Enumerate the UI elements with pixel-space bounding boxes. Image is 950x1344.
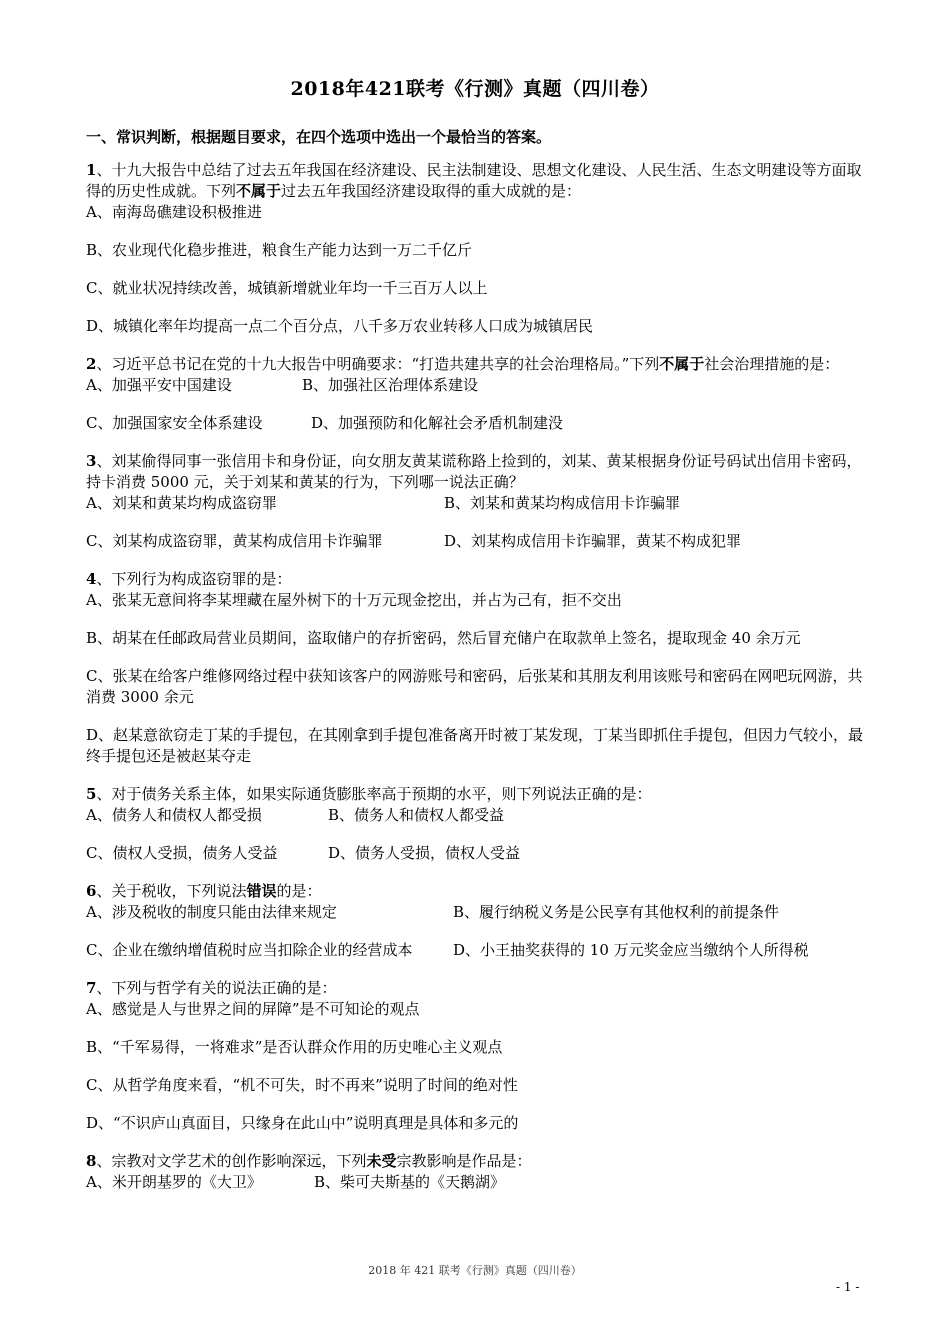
question-number: 4 (86, 570, 97, 588)
option-c: C、从哲学角度来看，“机不可失，时不再来”说明了时间的绝对性 (86, 1076, 518, 1094)
question-number: 8 (86, 1152, 97, 1170)
question-4-stem: 4、下列行为构成盗窃罪的是： (86, 570, 292, 588)
options-row (86, 940, 868, 961)
question-2 (86, 354, 868, 434)
option-a: A、加强平安中国建设 (86, 376, 232, 394)
question-1-stem: 1、十九大报告中总结了过去五年我国在经济建设、民主法制建设、思想文化建设、人民生活、生态文明建设等方面取得的历史性成就。下列不属于过去五年我国经济建设取得的重大成就的是： (86, 161, 862, 200)
option-c: C、刘某构成盗窃罪，黄某构成信用卡诈骗罪 (86, 532, 383, 550)
option-b: B、胡某在任邮政局营业员期间，盗取储户的存折密码，然后冒充储户在取款单上签名，提取现金 40 余万元 (86, 629, 801, 647)
emphasis: 未受 (366, 1152, 397, 1170)
option-b: B、加强社区治理体系建设 (302, 376, 479, 394)
section-heading: 一、常识判断，根据题目要求，在四个选项中选出一个最恰当的答案。 (86, 128, 552, 146)
option-a: A、张某无意间将李某埋藏在屋外树下的十万元现金挖出，并占为己有，拒不交出 (86, 591, 622, 609)
option-a: A、感觉是人与世界之间的屏障”是不可知论的观点 (86, 1000, 420, 1018)
question-5-stem: 5、对于债务关系主体，如果实际通货膨胀率高于预期的水平，则下列说法正确的是： (86, 785, 652, 803)
option-b: B、农业现代化稳步推进，粮食生产能力达到一万二千亿斤 (86, 241, 473, 259)
option-d: D、债务人受损，债权人受益 (328, 844, 521, 862)
options-row (86, 413, 868, 434)
question-number: 1 (86, 161, 97, 179)
option-a: A、南海岛礁建设积极推进 (86, 203, 262, 221)
option-a: A、涉及税收的制度只能由法律来规定 (86, 903, 337, 921)
page-number: - 1 - (836, 1280, 860, 1294)
option-a: A、米开朗基罗的《大卫》 (86, 1173, 262, 1191)
option-c: C、就业状况持续改善，城镇新增就业年均一千三百万人以上 (86, 279, 488, 297)
question-3 (86, 451, 868, 552)
option-d: D、城镇化率年均提高一点二个百分点，八千多万农业转移人口成为城镇居民 (86, 317, 594, 335)
question-number: 7 (86, 979, 97, 997)
option-d: D、小王抽奖获得的 10 万元奖金应当缴纳个人所得税 (453, 941, 809, 959)
option-b: B、刘某和黄某均构成信用卡诈骗罪 (444, 494, 681, 512)
option-c: C、债权人受损，债务人受益 (86, 844, 278, 862)
question-8 (86, 1151, 868, 1193)
question-6-stem: 6、关于税收，下列说法错误的是： (86, 882, 322, 900)
options-row (86, 843, 868, 864)
emphasis: 不属于 (659, 355, 705, 373)
option-b: B、债务人和债权人都受益 (328, 806, 505, 824)
question-5 (86, 784, 868, 864)
question-7-stem: 7、下列与哲学有关的说法正确的是： (86, 979, 337, 997)
option-d: D、加强预防和化解社会矛盾机制建没 (311, 414, 564, 432)
option-d: D、刘某构成信用卡诈骗罪，黄某不构成犯罪 (444, 532, 742, 550)
question-number: 6 (86, 882, 97, 900)
question-1 (86, 160, 868, 337)
question-number: 3 (86, 452, 97, 470)
option-a: A、刘某和黄某均构成盗窃罪 (86, 494, 277, 512)
question-2-stem: 2、习近平总书记在党的十九大报告中明确要求：“打造共建共享的社会治理格局。”下列不属于社会治理措施的是： (86, 355, 840, 373)
option-d: D、赵某意欲窃走丁某的手提包，在其刚拿到手提包准备离开时被丁某发现，丁某当即抓住手提包，但因力气较小，最终手提包还是被赵某夺走 (86, 726, 864, 765)
options-row (86, 805, 868, 826)
question-7 (86, 978, 868, 1134)
option-c: C、企业在缴纳增值税时应当扣除企业的经营成本 (86, 941, 413, 959)
options-row (86, 1172, 868, 1193)
option-a: A、债务人和债权人都受损 (86, 806, 262, 824)
option-b: B、柴可夫斯基的《天鹅湖》 (314, 1173, 506, 1191)
question-number: 5 (86, 785, 97, 803)
option-b: B、履行纳税义务是公民享有其他权利的前提条件 (453, 903, 780, 921)
option-c: C、张某在给客户维修网络过程中获知该客户的网游账号和密码，后张某和其朋友利用该账号和密码在网吧玩网游，共消费 3000 余元 (86, 667, 863, 706)
question-number: 2 (86, 355, 97, 373)
options-row (86, 902, 868, 923)
emphasis: 不属于 (236, 182, 282, 200)
option-b: B、“千军易得，一将难求”是否认群众作用的历史唯心主义观点 (86, 1038, 503, 1056)
option-c: C、加强国家安全体系建设 (86, 414, 263, 432)
question-3-stem: 3、刘某偷得同事一张信用卡和身份证，向女朋友黄某谎称路上捡到的，刘某、黄某根据身份证号码试出信用卡密码，持卡消费 5000 元，关于刘某和黄某的行为，下列哪一说法正确？ (86, 452, 862, 491)
question-4 (86, 569, 868, 767)
options-row (86, 375, 868, 396)
page-footer: 2018 年 421 联考《行测》真题（四川卷） (368, 1264, 582, 1277)
options-row (86, 531, 868, 552)
question-8-stem: 8、宗教对文学艺术的创作影响深远，下列未受宗教影响是作品是： (86, 1152, 532, 1170)
page-title: 2018年421联考《行测》真题（四川卷） (290, 78, 660, 100)
emphasis: 错误 (246, 882, 277, 900)
option-d: D、“不识庐山真面目，只缘身在此山中”说明真理是具体和多元的 (86, 1114, 519, 1132)
question-list (86, 160, 868, 1210)
options-row (86, 493, 868, 514)
question-6 (86, 881, 868, 961)
